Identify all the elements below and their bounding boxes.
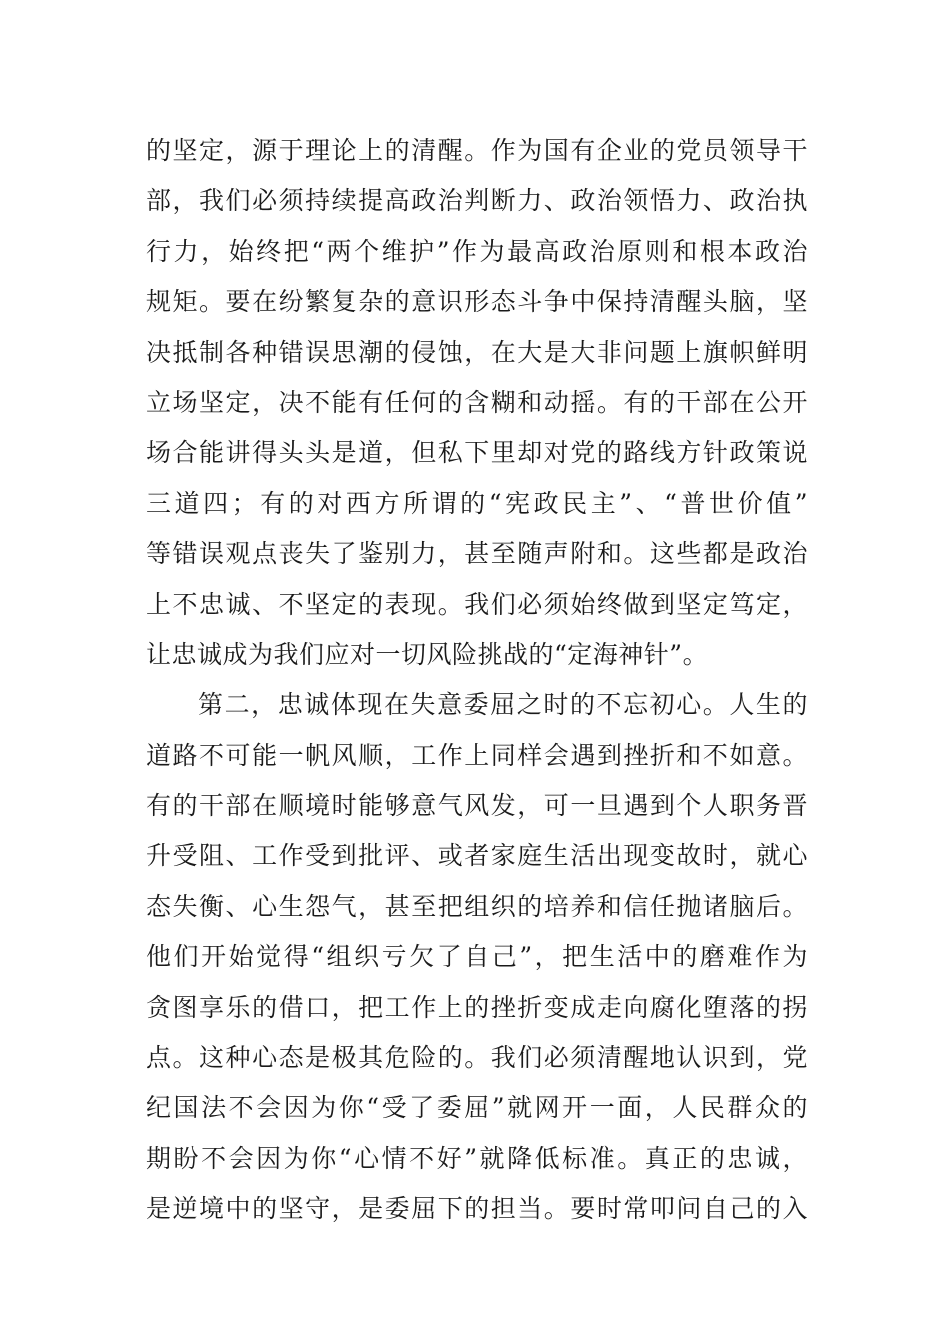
text-line: 部，我们必须持续提高政治判断力、政治领悟力、政治执 — [146, 186, 808, 216]
text-line: 道路不可能一帆风顺，工作上同样会遇到挫折和不如意。 — [146, 740, 808, 770]
text-line: 等错误观点丧失了鉴别力，甚至随声附和。这些都是政治 — [146, 539, 808, 569]
paragraph-2 — [146, 680, 808, 1234]
text-line: 行力，始终把“两个维护”作为最高政治原则和根本政治 — [146, 236, 808, 266]
paragraph-1 — [146, 126, 808, 680]
text-line: 规矩。要在纷繁复杂的意识形态斗争中保持清醒头脑，坚 — [146, 287, 808, 317]
text-line: 态失衡、心生怨气，甚至把组织的培养和信任抛诸脑后。 — [146, 891, 808, 921]
text-line: 点。这种心态是极其危险的。我们必须清醒地认识到，党 — [146, 1043, 808, 1073]
text-line: 纪国法不会因为你“受了委屈”就网开一面，人民群众的 — [146, 1093, 808, 1123]
text-line: 让忠诚成为我们应对一切风险挑战的“定海神针”。 — [146, 639, 709, 669]
text-line: 他们开始觉得“组织亏欠了自己”，把生活中的磨难作为 — [146, 942, 808, 972]
text-line: 立场坚定，决不能有任何的含糊和动摇。有的干部在公开 — [146, 387, 808, 417]
text-line: 期盼不会因为你“心情不好”就降低标准。真正的忠诚， — [146, 1143, 808, 1173]
text-line: 的坚定，源于理论上的清醒。作为国有企业的党员领导干 — [146, 136, 808, 165]
text-line: 升受阻、工作受到批评、或者家庭生活出现变故时，就心 — [146, 841, 808, 871]
text-line: 场合能讲得头头是道，但私下里却对党的路线方针政策说 — [146, 438, 808, 468]
text-line: 贪图享乐的借口，把工作上的挫折变成走向腐化堕落的拐 — [146, 992, 808, 1022]
document-body — [146, 126, 808, 1235]
text-line: 上不忠诚、不坚定的表现。我们必须始终做到坚定笃定， — [146, 589, 808, 619]
text-line: 有的干部在顺境时能够意气风发，可一旦遇到个人职务晋 — [146, 791, 808, 821]
text-line: 三道四；有的对西方所谓的“宪政民主”、“普世价值” — [146, 488, 808, 518]
text-line: 第二，忠诚体现在失意委屈之时的不忘初心。人生的 — [198, 690, 808, 720]
text-line: 决抵制各种错误思潮的侵蚀，在大是大非问题上旗帜鲜明 — [146, 337, 808, 367]
text-line: 是逆境中的坚守，是委屈下的担当。要时常叩问自己的入 — [146, 1194, 808, 1224]
